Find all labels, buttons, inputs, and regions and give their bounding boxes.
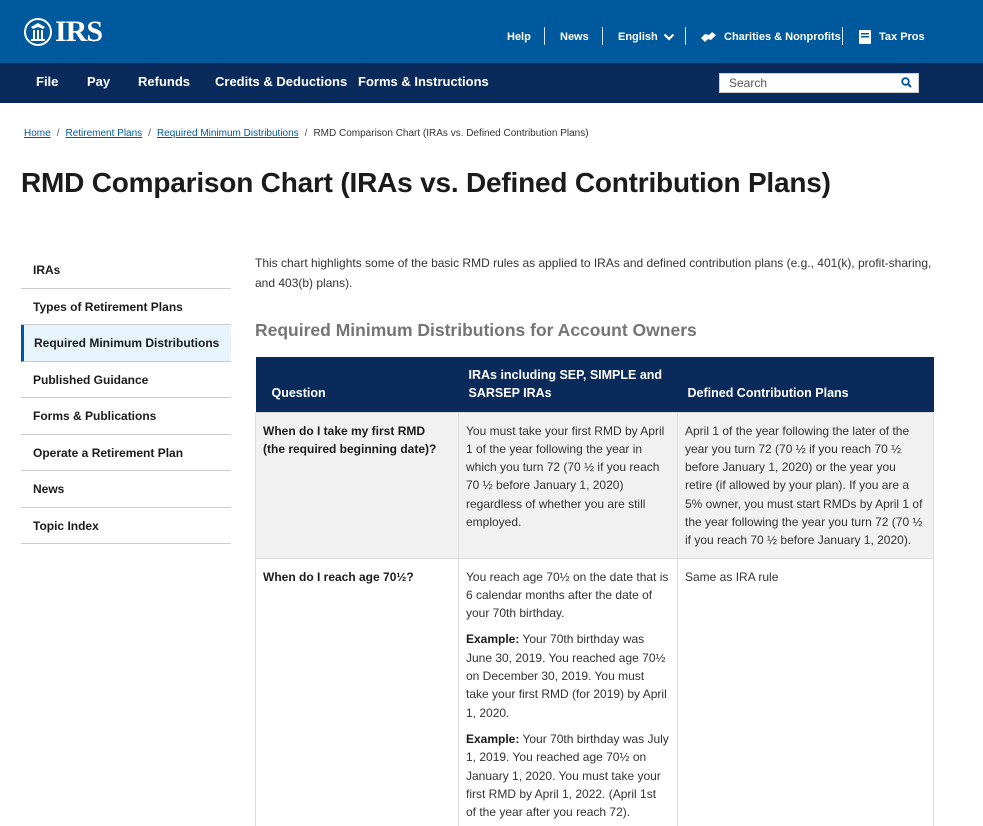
sidebar-nav xyxy=(21,252,231,544)
nav-refunds[interactable]: Refunds xyxy=(138,74,190,89)
breadcrumb-separator: / xyxy=(148,128,151,139)
sidebar-item-forms-publications[interactable]: Forms & Publications xyxy=(21,398,231,435)
breadcrumb-home[interactable]: Home xyxy=(24,128,51,139)
sidebar-item-iras[interactable]: IRAs xyxy=(21,252,231,289)
search-box xyxy=(719,73,919,93)
ira-example-1 xyxy=(466,630,669,721)
table-cell-question: When do I reach age 70½? xyxy=(256,558,459,826)
sidebar-item-required-minimum-distributions[interactable]: Required Minimum Distributions xyxy=(21,325,231,362)
divider xyxy=(842,27,843,45)
charities-label: Charities & Nonprofits xyxy=(724,31,841,43)
charities-link[interactable] xyxy=(700,28,841,46)
tax-pros-link[interactable] xyxy=(858,28,925,46)
example-label: Example: xyxy=(466,731,520,746)
sidebar-item-published-guidance[interactable]: Published Guidance xyxy=(21,362,231,399)
table-cell-dc: Same as IRA rule xyxy=(678,558,934,826)
page-title: RMD Comparison Chart (IRAs vs. Defined Contribution Plans) xyxy=(21,167,831,198)
sidebar-item-types-of-retirement-plans[interactable]: Types of Retirement Plans xyxy=(21,289,231,326)
breadcrumb-current: RMD Comparison Chart (IRAs vs. Defined Contribution Plans) xyxy=(313,128,589,139)
divider xyxy=(685,27,686,45)
table-cell-ira: You must take your first RMD by April 1 of the year following the year in which you turn 72 (70 ½ if you reach 70 ½ before January 1, 2020) regardless of whether you are still employed. xyxy=(459,412,678,558)
breadcrumb-rmd[interactable]: Required Minimum Distributions xyxy=(156,128,299,139)
irs-logo[interactable] xyxy=(22,16,102,48)
ira-paragraph: You reach age 70½ on the date that is 6 calendar months after the date of your 70th birthday. xyxy=(466,569,669,621)
logo-text: IRS xyxy=(55,15,103,48)
column-header-iras: IRAs including SEP, SIMPLE and SARSEP IRAs xyxy=(459,357,678,412)
table-cell-ira xyxy=(459,558,678,826)
breadcrumb-retirement-plans[interactable]: Retirement Plans xyxy=(65,128,143,139)
nav-file[interactable]: File xyxy=(36,74,59,89)
table-row xyxy=(256,412,934,558)
section-heading: Required Minimum Distributions for Account Owners xyxy=(255,320,697,340)
ira-example-2 xyxy=(466,730,669,821)
column-header-question: Question xyxy=(256,357,459,412)
table-cell-question: When do I take my first RMD (the required beginning date)? xyxy=(256,412,459,558)
eagle-icon xyxy=(22,16,54,48)
breadcrumb-separator: / xyxy=(304,128,308,139)
sidebar-item-operate-a-retirement-plan[interactable]: Operate a Retirement Plan xyxy=(21,435,231,472)
search-icon[interactable] xyxy=(901,77,912,88)
nav-pay[interactable]: Pay xyxy=(87,74,111,89)
column-header-defined-contribution: Defined Contribution Plans xyxy=(678,357,934,412)
divider xyxy=(602,27,603,45)
language-label: English xyxy=(618,31,658,43)
example-text: Your 70th birthday was July 1, 2019. You reached age 70½ on January 1, 2020. You must take your first RMD by April 1, 2022. (April 1st of the year after you reach 72). xyxy=(466,731,669,820)
help-link[interactable]: Help xyxy=(507,31,531,43)
handshake-icon xyxy=(700,30,717,44)
example-label: Example: xyxy=(466,632,520,647)
chevron-down-icon xyxy=(663,32,675,42)
search-input[interactable] xyxy=(720,74,895,92)
nav-forms-instructions[interactable]: Forms & Instructions xyxy=(358,74,489,89)
sidebar-item-topic-index[interactable]: Topic Index xyxy=(21,508,231,545)
news-link[interactable]: News xyxy=(560,31,589,43)
breadcrumb xyxy=(24,128,589,139)
rmd-comparison-table xyxy=(255,357,933,826)
sidebar-item-news[interactable]: News xyxy=(21,471,231,508)
divider xyxy=(544,27,545,45)
intro-text: This chart highlights some of the basic RMD rules as applied to IRAs and defined contribution plans (e.g., 401(k), profit-sharing, and 403(b) plans). xyxy=(255,256,932,290)
table-row xyxy=(256,558,934,826)
book-icon xyxy=(858,29,872,45)
example-text: Your 70th birthday was June 30, 2019. You reached age 70½ on December 30, 2019. You must take your first RMD (for 2019) by April 1, 2020. xyxy=(466,632,667,720)
breadcrumb-separator: / xyxy=(56,128,60,139)
nav-credits-deductions[interactable]: Credits & Deductions xyxy=(215,74,348,89)
table-cell-dc: April 1 of the year following the later of the year you turn 72 (70 ½ if you reach 70 ½ before January 1, 2020) or the year you retire (if allowed by your plan). If you are a 5% owner, you must start RMDs by April 1 of the year following the year you turn 72 (70 ½ if you reach 70 ½ before January 1, 2020). xyxy=(678,412,934,558)
tax-pros-label: Tax Pros xyxy=(879,31,925,43)
language-selector[interactable] xyxy=(618,28,675,46)
